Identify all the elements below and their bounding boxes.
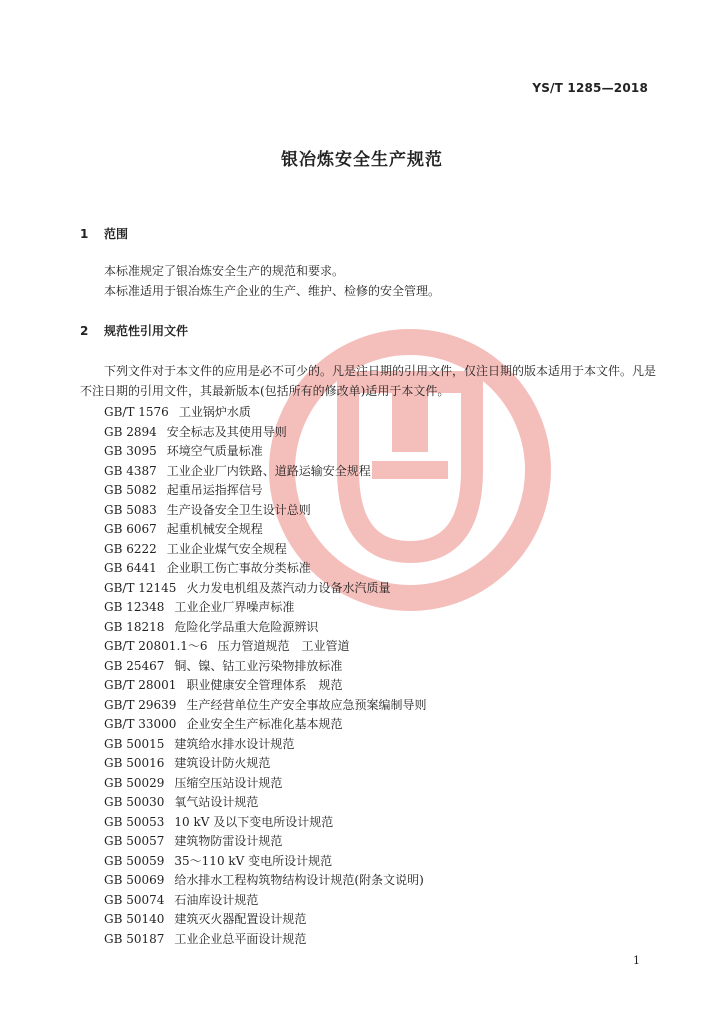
reference-code: GB 50030 — [104, 795, 165, 809]
reference-title: 起重吊运指挥信号 — [166, 483, 263, 497]
reference-item — [104, 930, 426, 950]
reference-code: GB 5082 — [104, 483, 157, 497]
page-number: 1 — [633, 954, 640, 967]
reference-code: GB 50015 — [104, 736, 165, 751]
reference-title: 压缩空压站设计规范 — [174, 775, 283, 790]
section-number: 2 — [80, 324, 89, 338]
reference-code: GB/T 1576 — [104, 405, 169, 419]
paragraph: 本标准适用于银冶炼生产企业的生产、维护、检修的安全管理。 — [104, 283, 441, 298]
reference-code: GB/T 12145 — [104, 580, 177, 595]
reference-item — [104, 696, 426, 716]
reference-item — [104, 910, 426, 930]
reference-title: 铜、镍、钴工业污染物排放标准 — [174, 658, 343, 673]
reference-item — [104, 715, 426, 735]
reference-title: 职业健康安全管理体系 规范 — [186, 678, 343, 692]
reference-code: GB 50053 — [104, 814, 165, 829]
paragraph: 本标准规定了银冶炼安全生产的规范和要求。 — [104, 264, 345, 278]
reference-code: GB 50059 — [104, 853, 165, 868]
reference-title: 压力管道规范 工业管道 — [217, 639, 350, 653]
reference-code: GB/T 33000 — [104, 717, 177, 731]
reference-title: 工业企业总平面设计规范 — [174, 931, 307, 946]
reference-title: 建筑设计防火规范 — [174, 756, 271, 770]
reference-item — [104, 793, 426, 813]
reference-title: 工业企业厂界噪声标准 — [174, 600, 295, 614]
reference-title: 企业职工伤亡事故分类标准 — [166, 561, 311, 575]
reference-item — [104, 735, 426, 755]
section-2-heading — [80, 322, 188, 339]
reference-code: GB 6441 — [104, 561, 157, 575]
section-number: 1 — [80, 227, 89, 241]
reference-code: GB 2894 — [104, 424, 157, 439]
reference-code: GB 50069 — [104, 873, 165, 887]
reference-item — [104, 501, 426, 521]
reference-code: GB 4387 — [104, 463, 157, 478]
reference-code: GB 50016 — [104, 756, 165, 770]
reference-title: 建筑物防雷设计规范 — [174, 834, 283, 848]
reference-item — [104, 618, 426, 638]
reference-item — [104, 891, 426, 911]
reference-item — [104, 540, 426, 560]
reference-item — [104, 559, 426, 579]
reference-code: GB 3095 — [104, 444, 157, 458]
reference-item — [104, 813, 426, 833]
section-title: 范围 — [104, 227, 129, 241]
reference-title: 安全标志及其使用导则 — [166, 424, 287, 439]
reference-code: GB 50187 — [104, 931, 165, 946]
document-title: 银冶炼安全生产规范 — [281, 150, 443, 170]
reference-code: GB 50057 — [104, 834, 165, 848]
reference-item — [104, 442, 426, 462]
reference-item — [104, 423, 426, 443]
section-1-heading — [80, 225, 128, 242]
paragraph: 下列文件对于本文件的应用是必不可少的。凡是注日期的引用文件，仅注日期的版本适用于本文件。凡是不注日期的引用文件，其最新版本(包括所有的修改单)适用于本文件。 — [80, 364, 657, 398]
reference-item — [104, 657, 426, 677]
reference-code: GB 50140 — [104, 912, 165, 926]
reference-item — [104, 754, 426, 774]
reference-code: GB 25467 — [104, 658, 165, 673]
reference-item — [104, 579, 426, 599]
reference-item — [104, 852, 426, 872]
reference-title: 工业企业厂内铁路、道路运输安全规程 — [166, 463, 371, 478]
standard-code: YS/T 1285—2018 — [532, 81, 648, 95]
reference-item — [104, 481, 426, 501]
reference-item — [104, 598, 426, 618]
reference-item — [104, 871, 426, 891]
reference-code: GB 50074 — [104, 892, 165, 907]
reference-title: 火力发电机组及蒸汽动力设备水汽质量 — [186, 580, 391, 595]
section-2-intro — [80, 362, 660, 401]
reference-code: GB/T 28001 — [104, 678, 177, 692]
reference-code: GB/T 29639 — [104, 697, 177, 712]
reference-title: 生产设备安全卫生设计总则 — [166, 502, 311, 517]
reference-item — [104, 637, 426, 657]
reference-code: GB 5083 — [104, 502, 157, 517]
section-title: 规范性引用文件 — [104, 324, 189, 338]
reference-title: 建筑灭火器配置设计规范 — [174, 912, 307, 926]
reference-title: 危险化学品重大危险源辨识 — [174, 619, 319, 634]
reference-item — [104, 832, 426, 852]
reference-code: GB 6222 — [104, 541, 157, 556]
reference-title: 10 kV 及以下变电所设计规范 — [174, 814, 334, 829]
section-1-body — [80, 262, 660, 301]
reference-title: 建筑给水排水设计规范 — [174, 736, 295, 751]
reference-title: 氧气站设计规范 — [174, 795, 259, 809]
reference-list — [104, 403, 426, 949]
reference-item — [104, 403, 426, 423]
reference-code: GB 6067 — [104, 522, 157, 536]
reference-title: 生产经营单位生产安全事故应急预案编制导则 — [186, 697, 427, 712]
reference-code: GB 50029 — [104, 775, 165, 790]
reference-code: GB 12348 — [104, 600, 165, 614]
reference-item — [104, 676, 426, 696]
reference-title: 工业锅炉水质 — [178, 405, 251, 419]
reference-title: 环境空气质量标准 — [166, 444, 263, 458]
reference-code: GB/T 20801.1～6 — [104, 639, 208, 653]
reference-title: 给水排水工程构筑物结构设计规范(附条文说明) — [174, 873, 424, 887]
reference-code: GB 18218 — [104, 619, 165, 634]
reference-title: 石油库设计规范 — [174, 892, 259, 907]
reference-title: 35～110 kV 变电所设计规范 — [174, 853, 333, 868]
reference-item — [104, 774, 426, 794]
reference-item — [104, 520, 426, 540]
reference-title: 起重机械安全规程 — [166, 522, 263, 536]
reference-title: 企业安全生产标准化基本规范 — [186, 717, 343, 731]
reference-title: 工业企业煤气安全规程 — [166, 541, 287, 556]
reference-item — [104, 462, 426, 482]
